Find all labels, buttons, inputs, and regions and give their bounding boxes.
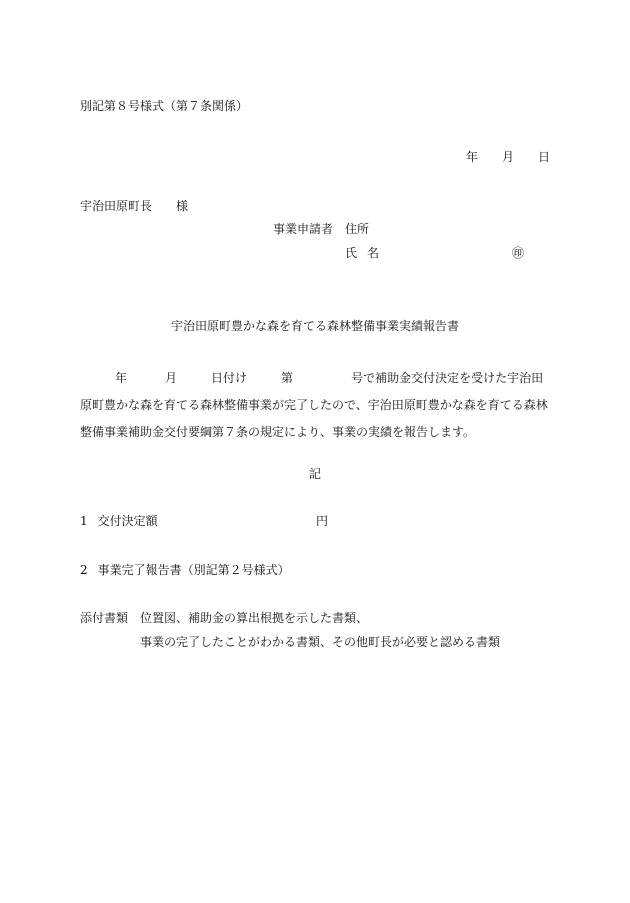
body-dai: 第 — [281, 371, 294, 385]
attachments-line-2: 事業の完了したことがわかる書類、その他町長が必要と認める書類 — [140, 635, 501, 649]
item-1-label: 交付決定額 — [97, 514, 158, 528]
date-month: 月 — [502, 150, 515, 164]
seal-mark: ㊞ — [512, 246, 525, 260]
body-line-2: 原町豊かな森を育てる森林整備事業が完了したので、宇治田原町豊かな森を育てる森林 — [80, 398, 548, 412]
item-1 — [80, 513, 158, 529]
item-2 — [80, 562, 290, 578]
item-2-number: 2 — [80, 563, 88, 577]
address-label-1: 住 — [345, 222, 358, 236]
body-line1-rest: 号で補助金交付決定を受けた宇治田 — [351, 371, 544, 385]
body-day: 日付け — [211, 371, 248, 385]
name-label-2: 名 — [367, 246, 380, 260]
date-day: 日 — [538, 150, 551, 164]
attachments-line-1: 位置図、補助金の算出根拠を示した書類、 — [140, 611, 369, 625]
body-line-3: 整備事業補助金交付要綱第７条の規定により、事業の実績を報告します。 — [80, 425, 476, 439]
form-number: 別記第８号様式（第７条関係） — [80, 99, 249, 113]
body-month: 月 — [165, 371, 178, 385]
date-year: 年 — [466, 150, 479, 164]
body-year: 年 — [115, 371, 128, 385]
item-1-unit: 円 — [316, 514, 329, 528]
item-1-number: 1 — [80, 514, 88, 528]
document-title: 宇治田原町豊かな森を育てる森林整備事業実績報告書 — [170, 319, 459, 333]
address-label-2: 所 — [357, 222, 370, 236]
applicant-address-label — [345, 221, 369, 237]
item-2-label: 事業完了報告書（別記第２号様式） — [97, 563, 290, 577]
date-line — [466, 149, 550, 165]
ki-heading: 記 — [308, 467, 321, 481]
body-line-1 — [80, 365, 558, 392]
attachments-label: 添付書類 — [80, 611, 129, 625]
addressee — [80, 198, 188, 214]
applicant-role: 事業申請者 — [273, 222, 334, 236]
addressee-honorific: 様 — [176, 199, 189, 213]
addressee-name: 宇治田原町長 — [80, 199, 153, 213]
applicant-name-label — [345, 245, 379, 261]
name-label-1: 氏 — [345, 246, 358, 260]
body-paragraph — [80, 365, 558, 446]
